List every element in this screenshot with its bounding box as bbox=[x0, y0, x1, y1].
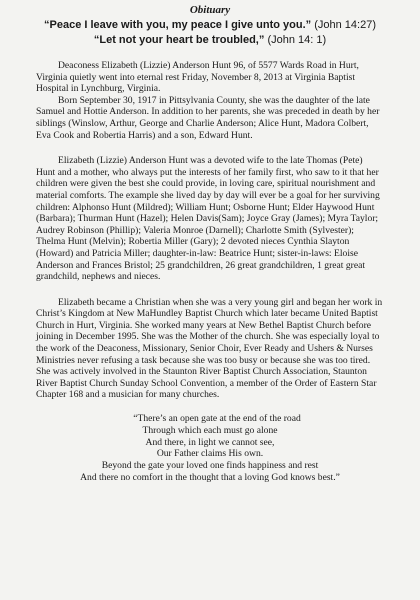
spacer bbox=[36, 141, 384, 155]
scripture-quote-2-ref: (John 14: 1) bbox=[267, 34, 327, 46]
poem-line: And there no comfort in the thought that a loving God knows best.” bbox=[80, 472, 340, 484]
spacer bbox=[36, 48, 384, 60]
poem-line: “There’s an open gate at the end of the road bbox=[133, 413, 301, 425]
scripture-quote-1 bbox=[36, 18, 384, 33]
paragraph-passing: Deaconess Elizabeth (Lizzie) Anderson Hunt 96, of 5577 Wards Road in Hurt, Virginia quietly went into eternal rest Friday, November 8, 2013 at Virginia Baptist Hospital in Lynchburg, Virginia. bbox=[36, 60, 359, 95]
poem-line: Our Father claims His own. bbox=[156, 448, 264, 460]
scripture-quote-2 bbox=[36, 33, 384, 48]
paragraph-faith: Elizabeth became a Christian when she was a very young girl and began her work in Christ’s Kingdom at New MaHundley Baptist Church which later became United Baptist Church in Hurt, Virginia. She worked many years at New Bethel Baptist Church before joining in December 1995. She was the Mother of the church. She was especially loyal to the work of the Deaconess, Missionary, Senior Choir, Ever Ready and Ushers & Nurses Ministries never refusing a task because she was too busy or because she was too tired. She was actively involved in the Staunton River Baptist Church Association, Staunton River Baptist Church Sunday School Convention, a member of the Order of Eastern Star Chapter 168 and a musician for many churches. bbox=[36, 296, 383, 401]
scripture-quote-1-text: “Peace I leave with you, my peace I give unto you.” bbox=[44, 19, 312, 31]
page-title: Obituary bbox=[189, 4, 231, 16]
scripture-quote-2-text: “Let not your heart be troubled,” bbox=[93, 34, 265, 46]
poem-line: Beyond the gate your loved one finds happiness and rest bbox=[101, 460, 319, 472]
closing-poem bbox=[36, 413, 384, 484]
scripture-quote-1-ref: (John 14:27) bbox=[314, 19, 376, 31]
paragraph-birth: Born September 30, 1917 in Pittsylvania County, she was the daughter of the late Samuel and Hottie Anderson. In addition to her parents, she was preceded in death by her siblings (Winslow, Arthur, George and Charlie Anderson; Alice Hunt, Madora Colbert, Eva Cook and Robertia Harris) and a son, Edward Hunt. bbox=[36, 94, 380, 141]
poem-line: Through which each must go alone bbox=[142, 424, 278, 436]
paragraph-family: Elizabeth (Lizzie) Anderson Hunt was a devoted wife to the late Thomas (Pete) Hunt and a mother, who always put the interests of her family first, who saw to it that her children were given the best she could provide, in loving care, spiritual nourishment and material comforts. The example she lived day by day will ever be a goal for her surviving children: Alphonso Hunt (Mildred); William Hunt; Osborne Hunt; Elder Haywood Hunt (Barbara); Thurman Hunt (Hazel); Helen Davis(Sam); Joyce Gray (James); Myra Taylor; Audrey Robinson (Phillip); Valeria Monroe (Darnell); Charlotte Smith (Sylvester); Thelma Hunt (Melvin); Robertia Miller (Gary); 2 devoted nieces Cynthia Slayton (Howard) and Patricia Miller; daughter-in-law: Beatrice Hunt; sister-in-laws: Eloise Anderson and Frances Bristol; 25 grandchildren, 26 great grandchildren, 1 great great grandchild, nephews and nieces. bbox=[36, 155, 380, 283]
poem-line: And there, in light we cannot see, bbox=[145, 436, 275, 448]
spacer bbox=[36, 283, 384, 297]
